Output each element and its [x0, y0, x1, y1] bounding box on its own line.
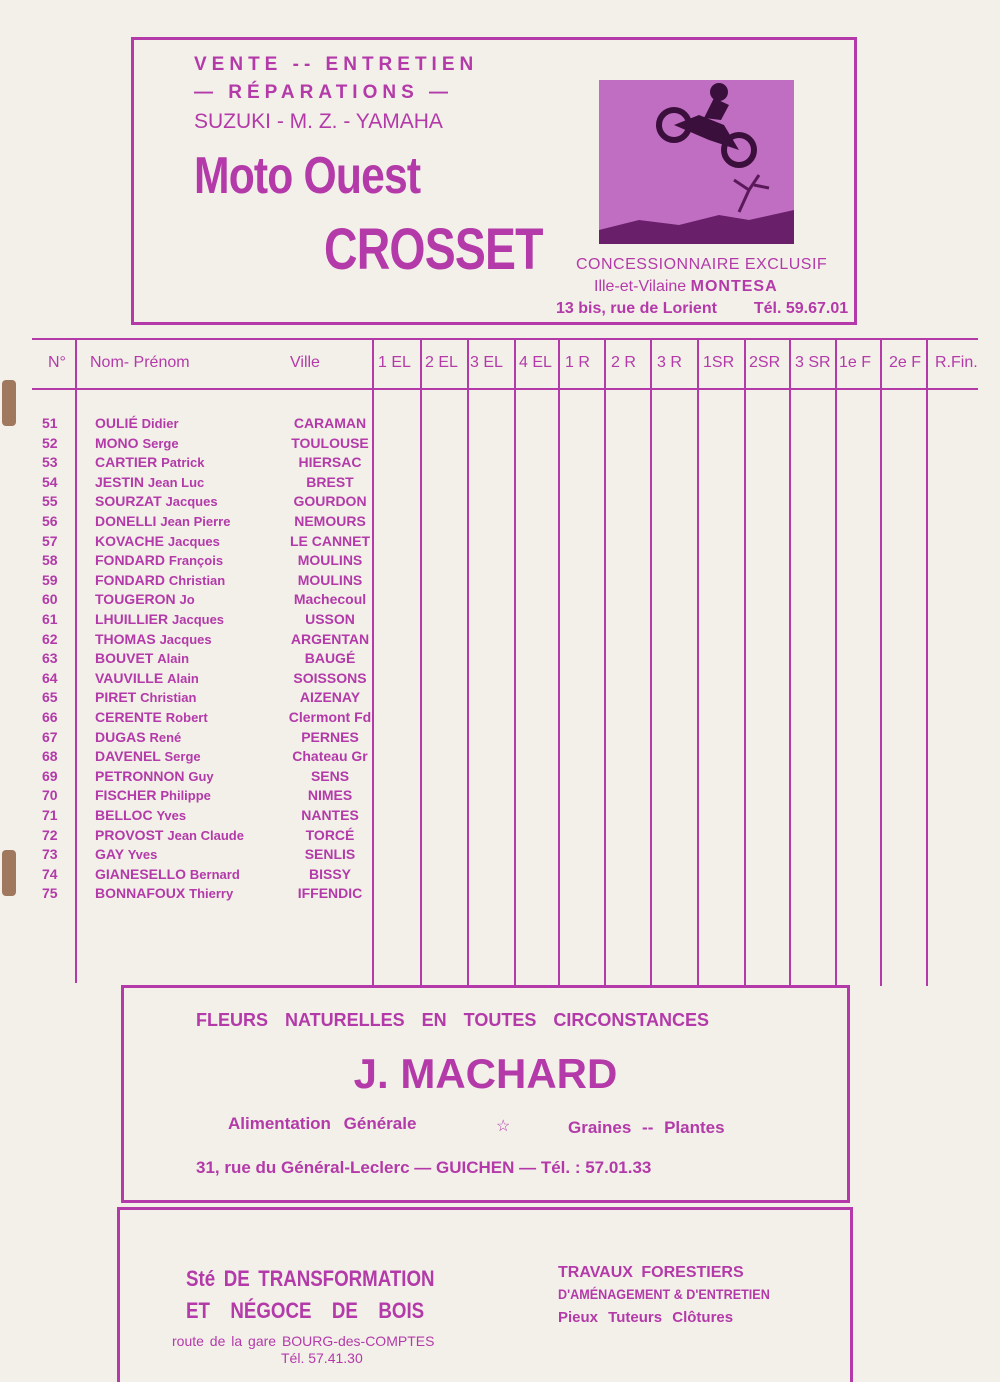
- table-row: [32, 435, 372, 454]
- rider-last-name: BELLOC: [95, 807, 153, 823]
- rider-city: NANTES: [301, 807, 359, 823]
- table-row: [32, 807, 372, 826]
- rider-last-name: PIRET: [95, 689, 137, 706]
- ad-shop-name: J. MACHARD: [353, 1050, 618, 1097]
- rider-name: [95, 866, 240, 882]
- rider-last-name: LHUILLIER: [95, 611, 169, 627]
- table-row: [32, 454, 372, 473]
- rider-first-name: Jean Pierre: [160, 514, 231, 529]
- rider-number: 73: [42, 846, 58, 863]
- rider-city: GOURDON: [293, 493, 367, 510]
- ad-seeds-plants: Graines -- Plantes: [568, 1118, 725, 1137]
- rider-name: [95, 454, 205, 470]
- rider-first-name: Jacques: [172, 612, 225, 627]
- rider-first-name: Christian: [168, 572, 226, 588]
- rider-city: BISSY: [308, 865, 351, 882]
- rider-last-name: PROVOST: [95, 826, 164, 843]
- table-row: [32, 670, 372, 689]
- table-row: [32, 709, 372, 728]
- rider-first-name: Alain: [157, 651, 190, 667]
- ad-region-name: Ille-et-Vilaine: [594, 278, 687, 295]
- column-header: 3 EL: [470, 354, 503, 371]
- table-row: [32, 748, 372, 767]
- table-row: [32, 729, 372, 748]
- column-rule: [880, 338, 882, 986]
- rider-name: [95, 885, 233, 901]
- rider-city: HIERSAC: [298, 454, 362, 471]
- rider-number: 70: [42, 787, 58, 804]
- column-header: R.Fin.: [935, 354, 978, 371]
- column-rule: [744, 338, 746, 986]
- rider-city: SENS: [310, 767, 350, 784]
- binding-staple-bottom: [2, 850, 16, 896]
- column-rule: [926, 338, 928, 986]
- rider-last-name: PETRONNON: [95, 767, 185, 784]
- table-row: [32, 768, 372, 787]
- rider-name: [95, 768, 214, 784]
- rider-last-name: OULIÉ: [95, 415, 138, 431]
- ad-forestry-works: TRAVAUX FORESTIERS: [558, 1264, 744, 1281]
- rider-city: MOULINS: [297, 552, 363, 569]
- rider-number: 65: [42, 689, 58, 706]
- table-row: [32, 533, 372, 552]
- rider-city: IFFENDIC: [297, 885, 363, 902]
- column-header: 2SR: [749, 354, 781, 371]
- rider-number: 67: [42, 728, 58, 745]
- rider-last-name: THOMAS: [95, 630, 156, 647]
- table-row: [32, 611, 372, 630]
- rider-name: [95, 650, 189, 666]
- rider-first-name: Jacques: [165, 494, 218, 510]
- rider-last-name: KOVACHE: [95, 532, 164, 549]
- table-row: [32, 591, 372, 610]
- rider-number: 66: [42, 709, 58, 725]
- riders-table: [32, 338, 1000, 988]
- rider-first-name: Jo: [179, 592, 195, 608]
- rider-first-name: Patrick: [161, 455, 205, 471]
- rider-name: [95, 807, 186, 823]
- rider-city: Chateau Gr: [292, 748, 368, 765]
- rider-first-name: Didier: [141, 416, 179, 431]
- ad-brand-owner: CROSSET: [324, 217, 543, 282]
- rider-number: 51: [42, 415, 58, 431]
- rider-number: 69: [42, 767, 58, 784]
- rider-first-name: Christian: [140, 690, 197, 706]
- rider-first-name: Thierry: [189, 886, 234, 902]
- ad-brand-name: Moto Ouest: [194, 147, 421, 205]
- rider-number: 75: [42, 885, 58, 902]
- column-rule: [420, 338, 422, 986]
- ad-make: MONTESA: [690, 278, 778, 295]
- column-header: N°: [48, 354, 66, 371]
- motocross-photo: [599, 80, 794, 244]
- rider-name: [95, 689, 196, 705]
- rider-city: ARGENTAN: [290, 630, 370, 647]
- rider-city: LE CANNET: [289, 532, 371, 549]
- table-row: [32, 866, 372, 885]
- ad-repairs-line: — RÉPARATIONS —: [194, 82, 454, 103]
- rider-last-name: JESTIN: [95, 473, 145, 490]
- rider-last-name: BOUVET: [95, 650, 154, 667]
- rider-last-name: DUGAS: [95, 728, 146, 745]
- rider-name: [95, 513, 230, 529]
- rider-first-name: Alain: [167, 670, 199, 686]
- column-rule: [650, 338, 652, 986]
- table-row: [32, 415, 372, 434]
- rider-number: 74: [42, 865, 58, 882]
- ad-mid-address: 31, rue du Général-Leclerc — GUICHEN — Tél. : 57.01.33: [196, 1158, 652, 1177]
- rider-last-name: SOURZAT: [95, 493, 162, 510]
- rider-first-name: François: [168, 553, 224, 569]
- rider-number: 54: [42, 473, 58, 490]
- table-row: [32, 552, 372, 571]
- rider-name: [95, 846, 157, 862]
- ad-grocery: Alimentation Générale: [228, 1114, 417, 1133]
- rider-number: 64: [42, 669, 58, 686]
- column-header: 1 R: [565, 354, 590, 371]
- column-header: Nom- Prénom: [90, 354, 190, 371]
- rider-number: 72: [42, 826, 58, 843]
- table-row: [32, 650, 372, 669]
- rider-city: SOISSONS: [293, 669, 367, 686]
- rider-last-name: DAVENEL: [95, 748, 161, 765]
- rider-number: 63: [42, 650, 58, 667]
- star-icon: ☆: [496, 1118, 511, 1135]
- rider-city: SENLIS: [304, 846, 356, 863]
- rider-city: Clermont Fd: [288, 709, 372, 725]
- table-row: [32, 493, 372, 512]
- rider-last-name: TOUGERON: [95, 591, 176, 608]
- moto-ouest-ad: [131, 37, 857, 325]
- ad-company-phone: Tél. 57.41.30: [281, 1350, 363, 1366]
- table-row: [32, 827, 372, 846]
- rider-name: [95, 552, 223, 568]
- ad-company-title-1: Sté DE TRANSFORMATION: [186, 1266, 435, 1291]
- rider-number: 60: [42, 591, 58, 608]
- rider-name: [95, 611, 224, 627]
- table-row: [32, 787, 372, 806]
- ad-services-line: VENTE -- ENTRETIEN: [194, 54, 479, 75]
- rider-last-name: FONDARD: [95, 552, 165, 569]
- rider-name: [95, 415, 179, 431]
- ad-forestry-products: Pieux Tuteurs Clôtures: [558, 1309, 734, 1326]
- rider-name: [95, 827, 244, 843]
- column-header: 2e F: [889, 354, 922, 371]
- column-header: 4 EL: [519, 354, 552, 371]
- rider-name: [95, 435, 179, 451]
- rider-city: CARAMAN: [293, 415, 367, 431]
- rider-city: MOULINS: [297, 571, 363, 588]
- rider-first-name: Yves: [156, 808, 187, 823]
- rider-name: [95, 787, 211, 803]
- rider-first-name: Philippe: [160, 788, 211, 804]
- rider-last-name: BONNAFOUX: [95, 885, 186, 902]
- rider-first-name: Guy: [188, 768, 214, 784]
- column-rule: [835, 338, 837, 986]
- rider-first-name: Robert: [165, 710, 208, 725]
- rider-number: 57: [42, 532, 58, 549]
- table-row: [32, 885, 372, 904]
- rider-first-name: Yves: [127, 847, 158, 863]
- column-header: 2 R: [611, 354, 636, 371]
- rider-last-name: FISCHER: [95, 787, 157, 804]
- table-row: [32, 513, 372, 532]
- column-rule: [604, 338, 606, 986]
- rider-number: 55: [42, 493, 58, 510]
- column-header: 1 EL: [378, 354, 411, 371]
- rider-city: PERNES: [301, 728, 359, 745]
- rider-last-name: CARTIER: [95, 454, 158, 471]
- column-header: 1e F: [839, 354, 872, 371]
- rider-name: [95, 670, 199, 686]
- table-row: [32, 572, 372, 591]
- rider-first-name: Jean Claude: [167, 827, 244, 843]
- rider-name: [95, 493, 218, 509]
- rider-name: [95, 474, 204, 490]
- rider-first-name: Jacques: [159, 631, 212, 647]
- rider-name: [95, 748, 201, 764]
- rider-number: 71: [42, 807, 58, 823]
- rider-first-name: Bernard: [189, 866, 240, 882]
- table-row: [32, 689, 372, 708]
- column-header: Ville: [290, 354, 320, 371]
- rider-last-name: VAUVILLE: [95, 669, 164, 686]
- table-row: [32, 631, 372, 650]
- rider-number: 56: [42, 513, 58, 529]
- column-rule: [558, 338, 560, 986]
- rider-last-name: FONDARD: [95, 571, 165, 588]
- column-header: 3 R: [657, 354, 682, 371]
- column-rule: [697, 338, 699, 986]
- rider-number: 61: [42, 611, 58, 627]
- rider-number: 59: [42, 571, 58, 588]
- ad-address-line: [556, 300, 848, 318]
- machard-ad: [121, 985, 850, 1203]
- rider-name: [95, 572, 225, 588]
- rider-first-name: Jean Luc: [147, 474, 205, 490]
- rider-last-name: GAY: [95, 846, 124, 863]
- rider-last-name: MONO: [95, 434, 139, 451]
- rider-city: NIMES: [307, 787, 353, 804]
- rider-city: BAUGÉ: [304, 650, 356, 667]
- rider-first-name: Jacques: [167, 533, 220, 549]
- rider-city: AIZENAY: [299, 689, 361, 706]
- rider-name: [95, 533, 220, 549]
- ad-company-address: route de la gare BOURG-des-COMPTES: [172, 1333, 435, 1349]
- rider-last-name: CERENTE: [95, 709, 162, 725]
- rider-last-name: GIANESELLO: [95, 865, 187, 882]
- rider-name: [95, 709, 208, 725]
- ad-brands-line: SUZUKI - M. Z. - YAMAHA: [194, 110, 443, 133]
- ad-address: 13 bis, rue de Lorient: [556, 300, 717, 317]
- ad-company-title-2: ET NÉGOCE DE BOIS: [186, 1298, 425, 1323]
- rider-city: TOULOUSE: [291, 434, 369, 451]
- ad-phone: Tél. 59.67.01: [753, 300, 849, 317]
- table-row: [32, 474, 372, 493]
- rider-first-name: René: [149, 729, 182, 745]
- rider-first-name: Serge: [142, 435, 179, 451]
- rider-city: TORCÉ: [305, 826, 355, 843]
- ad-flowers-slogan: FLEURS NATURELLES EN TOUTES CIRCONSTANCES: [196, 1010, 710, 1030]
- rider-city: NEMOURS: [294, 513, 366, 529]
- rider-city: Machecoul: [293, 591, 367, 608]
- ad-concession: CONCESSIONNAIRE EXCLUSIF: [576, 256, 828, 273]
- binding-staple-top: [2, 380, 16, 426]
- ad-forestry-services: D'AMÉNAGEMENT & D'ENTRETIEN: [558, 1286, 770, 1302]
- rider-number: 68: [42, 748, 58, 765]
- column-header: 1SR: [703, 354, 735, 371]
- rider-number: 62: [42, 630, 58, 647]
- column-header: 3 SR: [795, 354, 831, 371]
- wood-company-ad: [117, 1207, 853, 1382]
- rider-name: [95, 591, 195, 607]
- motorcycle-jump-icon: [599, 80, 794, 244]
- ad-region: [594, 278, 778, 296]
- column-rule: [467, 338, 469, 986]
- rider-name: [95, 729, 181, 745]
- rider-first-name: Serge: [164, 749, 201, 765]
- rider-number: 58: [42, 552, 58, 569]
- rider-number: 52: [42, 434, 58, 451]
- column-header: 2 EL: [425, 354, 458, 371]
- rider-city: BREST: [306, 473, 354, 490]
- rider-name: [95, 631, 212, 647]
- table-row: [32, 846, 372, 865]
- rider-city: USSON: [305, 611, 355, 627]
- rider-last-name: DONELLI: [95, 513, 157, 529]
- column-rule: [789, 338, 791, 986]
- column-rule: [514, 338, 516, 986]
- rider-number: 53: [42, 454, 58, 471]
